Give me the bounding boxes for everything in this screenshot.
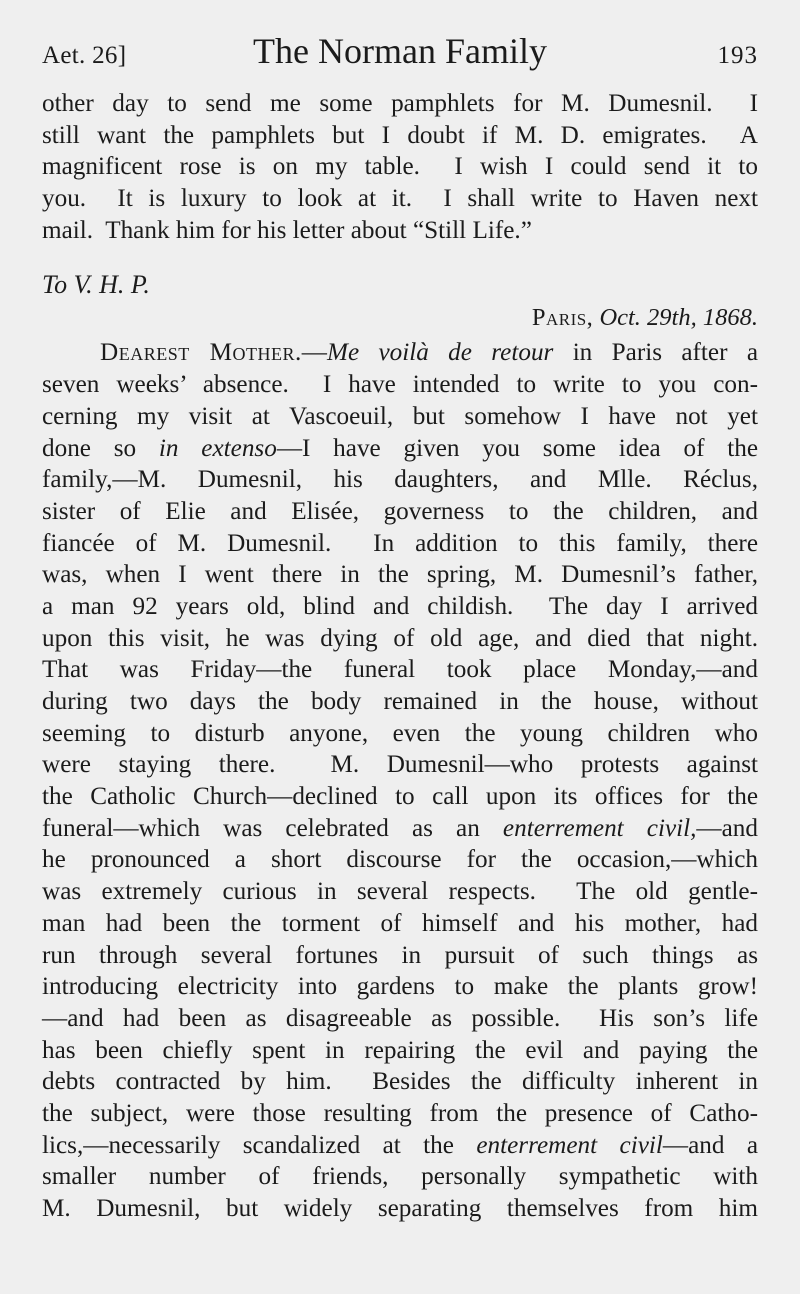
text-line: was extremely curious in several respects. The old gentle- — [42, 878, 758, 906]
text-line: introducing electricity into gardens to make the plants grow! — [42, 973, 758, 1001]
text-line: were staying there. M. Dumesnil—who protests against — [42, 751, 758, 779]
text-line: mail. Thank him for his letter about “Still Life.” — [42, 216, 532, 244]
text-line: upon this visit, he was dying of old age, and died that night. — [42, 624, 758, 652]
text-line: cerning my visit at Vascoeuil, but somehow I have not yet — [42, 402, 758, 430]
running-head-age: Aet. 26] — [42, 42, 127, 69]
text-line: Dearest Mother.—Me voilà de retour in Paris after a — [100, 339, 759, 367]
text-line: during two days the body remained in the house, without — [42, 688, 758, 715]
text-line: the Catholic Church—declined to call upon its offices for the — [42, 783, 758, 811]
text-line: That was Friday—the funeral took place Monday,—and — [42, 656, 758, 684]
italic-phrase: Me voilà de retour — [326, 339, 554, 367]
text-line: fiancée of M. Dumesnil. In addition to this family, there — [42, 529, 758, 557]
page-number: 193 — [717, 42, 758, 69]
italic-phrase: enterrement civil, — [502, 814, 697, 842]
text-line: family,—M. Dumesnil, his daughters, and Mlle. Réclus, — [42, 466, 758, 494]
top-paragraph — [42, 88, 758, 246]
text-line: the subject, were those resulting from the presence of Catho- — [42, 1099, 758, 1127]
text-line: magnificent rose is on my table. I wish I could send it to — [42, 153, 758, 181]
running-head — [42, 0, 758, 88]
text-line: a man 92 years old, blind and childish. The day I arrived — [42, 592, 758, 620]
text-line: seeming to disturb anyone, even the young children who — [42, 719, 758, 747]
text-line: done so in extenso—I have given you some idea of the — [42, 434, 759, 462]
text-line: lics,—necessarily scandalized at the enterrement civil—and a — [42, 1131, 759, 1159]
text-line: smaller number of friends, personally sympathetic with — [42, 1163, 758, 1191]
text-line: has been chiefly spent in repairing the evil and paying the — [42, 1036, 758, 1064]
text-line: funeral—which was celebrated as an enterrement civil,—and — [42, 814, 758, 842]
italic-phrase: enterrement civil — [476, 1131, 663, 1159]
text-line: man had been the torment of himself and his mother, had — [42, 909, 758, 937]
italic-phrase: in extenso — [158, 434, 277, 462]
letter-place: Paris, — [531, 304, 594, 332]
letter-date: Oct. 29th, 1868. — [599, 304, 758, 332]
text-line: —and had been as disagreeable as possible. His son’s life — [42, 1004, 758, 1032]
text-line: M. Dumesnil, but widely separating themselves from him — [42, 1195, 758, 1222]
text-line: debts contracted by him. Besides the difficulty inherent in — [42, 1068, 758, 1096]
text-line: seven weeks’ absence. I have intended to write to you con- — [42, 371, 758, 399]
text-line: you. It is luxury to look at it. I shall write to Haven next — [42, 185, 758, 213]
text-line: still want the pamphlets but I doubt if M. D. emigrates. A — [42, 121, 758, 149]
text-line: was, when I went there in the spring, M. Dumesnil’s father, — [42, 561, 758, 589]
letter-body — [42, 337, 758, 1224]
letter-salutation: Dearest Mother. — [100, 339, 302, 367]
running-head-title: The Norman Family — [253, 31, 547, 71]
text-line: he pronounced a short discourse for the occasion,—which — [42, 846, 758, 874]
text-line: sister of Elie and Elisée, governess to the children, and — [42, 497, 758, 525]
letter-dateline — [42, 302, 758, 334]
text-line: other day to send me some pamphlets for M. Dumesnil. I — [42, 90, 758, 117]
text-line: run through several fortunes in pursuit of such things as — [42, 941, 758, 969]
letter-recipient: To V. H. P. — [42, 270, 150, 300]
